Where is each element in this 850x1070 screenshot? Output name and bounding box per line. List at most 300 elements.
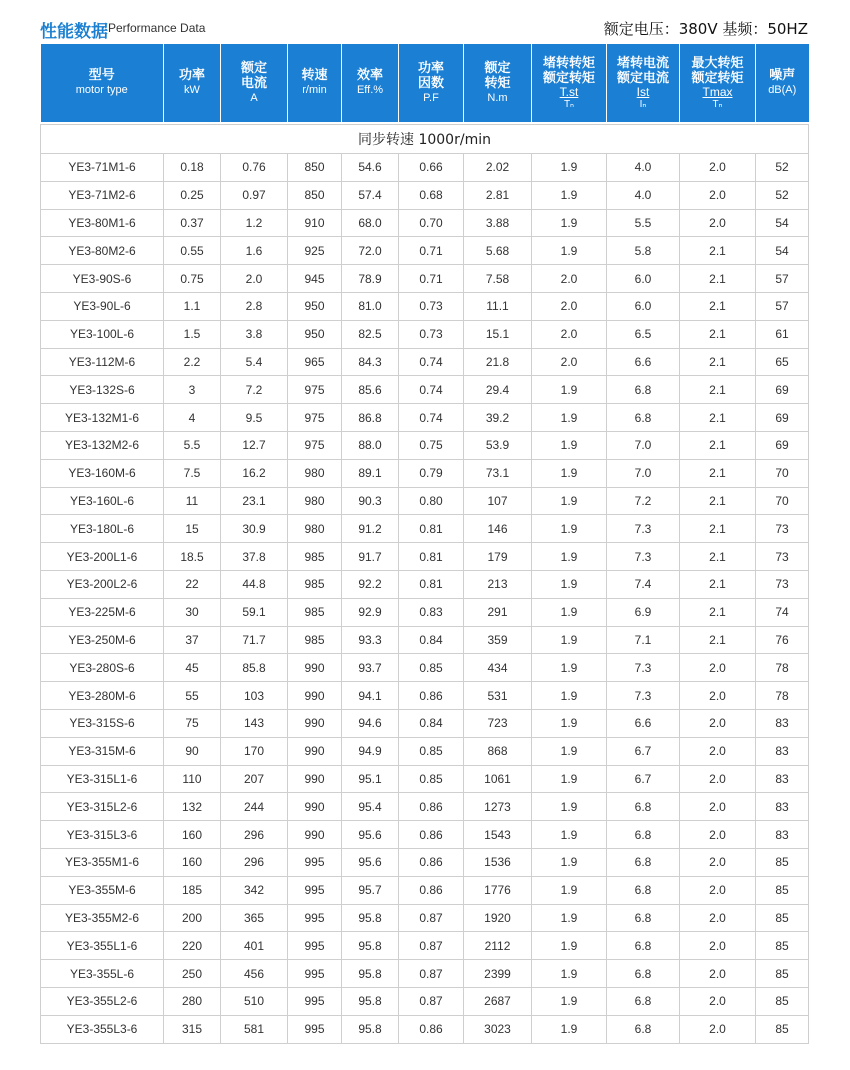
cell-power: 22 <box>164 570 221 598</box>
cell-max-torque-ratio: 2.0 <box>680 876 756 904</box>
cell-current: 365 <box>221 904 288 932</box>
table-row <box>41 932 809 960</box>
cell-current: 71.7 <box>221 626 288 654</box>
cell-locked-torque-ratio: 1.9 <box>532 876 607 904</box>
cell-torque: 5.68 <box>464 237 532 265</box>
header-locked-current-ratio <box>607 44 680 122</box>
cell-model: YE3-315M-6 <box>41 737 164 765</box>
cell-noise: 74 <box>756 598 809 626</box>
cell-speed: 975 <box>288 404 342 432</box>
cell-torque: 7.58 <box>464 265 532 293</box>
table-row <box>41 404 809 432</box>
cell-efficiency: 84.3 <box>342 348 399 376</box>
section-title-en: Performance Data <box>108 21 206 35</box>
cell-locked-current-ratio: 6.7 <box>607 765 680 793</box>
table-row <box>41 709 809 737</box>
cell-locked-current-ratio: 6.8 <box>607 793 680 821</box>
cell-locked-torque-ratio: 1.9 <box>532 209 607 237</box>
cell-power: 160 <box>164 848 221 876</box>
cell-current: 1.2 <box>221 209 288 237</box>
cell-current: 143 <box>221 709 288 737</box>
cell-locked-current-ratio: 6.6 <box>607 348 680 376</box>
cell-current: 9.5 <box>221 404 288 432</box>
table-row <box>41 793 809 821</box>
cell-efficiency: 94.9 <box>342 737 399 765</box>
table-row <box>41 848 809 876</box>
cell-locked-torque-ratio: 2.0 <box>532 292 607 320</box>
cell-noise: 85 <box>756 987 809 1015</box>
cell-model: YE3-71M2-6 <box>41 181 164 209</box>
cell-locked-current-ratio: 6.0 <box>607 292 680 320</box>
table-row <box>41 682 809 710</box>
header-efficiency <box>342 44 399 122</box>
header-sub: P.F <box>423 91 439 104</box>
cell-power-factor: 0.70 <box>399 209 464 237</box>
cell-locked-current-ratio: 5.8 <box>607 237 680 265</box>
cell-power-factor: 0.86 <box>399 682 464 710</box>
cell-current: 207 <box>221 765 288 793</box>
header-zh: 型号 <box>88 68 115 83</box>
cell-model: YE3-355L2-6 <box>41 987 164 1015</box>
cell-current: 44.8 <box>221 570 288 598</box>
cell-current: 12.7 <box>221 431 288 459</box>
cell-noise: 85 <box>756 932 809 960</box>
cell-power-factor: 0.81 <box>399 543 464 571</box>
cell-noise: 57 <box>756 292 809 320</box>
table-header-row <box>41 44 809 122</box>
header-zh: 额定转矩 <box>691 70 744 86</box>
cell-locked-current-ratio: 6.8 <box>607 1015 680 1043</box>
cell-current: 2.0 <box>221 265 288 293</box>
cell-efficiency: 95.4 <box>342 793 399 821</box>
cell-locked-torque-ratio: 1.9 <box>532 626 607 654</box>
cell-current: 342 <box>221 876 288 904</box>
header-zh: 堵转电流 <box>616 55 669 71</box>
cell-torque: 531 <box>464 682 532 710</box>
cell-torque: 3.88 <box>464 209 532 237</box>
cell-model: YE3-90L-6 <box>41 292 164 320</box>
cell-locked-current-ratio: 6.8 <box>607 848 680 876</box>
cell-locked-current-ratio: 7.3 <box>607 515 680 543</box>
cell-torque: 2.81 <box>464 181 532 209</box>
cell-locked-torque-ratio: 1.9 <box>532 932 607 960</box>
cell-current: 401 <box>221 932 288 960</box>
cell-efficiency: 95.7 <box>342 876 399 904</box>
cell-locked-current-ratio: 6.8 <box>607 821 680 849</box>
header-frac-bottom: Tₙ <box>712 98 723 110</box>
cell-noise: 69 <box>756 404 809 432</box>
cell-locked-torque-ratio: 1.9 <box>532 904 607 932</box>
cell-locked-torque-ratio: 1.9 <box>532 570 607 598</box>
cell-speed: 985 <box>288 598 342 626</box>
rated-voltage-frequency: 额定电压：380V 基频：50HZ <box>603 20 808 38</box>
cell-power: 110 <box>164 765 221 793</box>
cell-torque: 15.1 <box>464 320 532 348</box>
cell-efficiency: 94.6 <box>342 709 399 737</box>
cell-model: YE3-160L-6 <box>41 487 164 515</box>
cell-speed: 995 <box>288 932 342 960</box>
header-zh: 噪声 <box>769 68 796 83</box>
cell-locked-current-ratio: 6.5 <box>607 320 680 348</box>
cell-model: YE3-80M1-6 <box>41 209 164 237</box>
cell-torque: 53.9 <box>464 431 532 459</box>
cell-model: YE3-200L2-6 <box>41 570 164 598</box>
cell-torque: 2399 <box>464 960 532 988</box>
header-sub: N.m <box>487 91 508 104</box>
cell-speed: 975 <box>288 431 342 459</box>
cell-torque: 1776 <box>464 876 532 904</box>
table-row <box>41 821 809 849</box>
cell-max-torque-ratio: 2.0 <box>680 154 756 182</box>
cell-model: YE3-132M2-6 <box>41 431 164 459</box>
section-title: 性能数据 <box>40 22 108 42</box>
cell-current: 5.4 <box>221 348 288 376</box>
cell-power-factor: 0.87 <box>399 932 464 960</box>
cell-power-factor: 0.85 <box>399 654 464 682</box>
table-row <box>41 154 809 182</box>
cell-locked-torque-ratio: 1.9 <box>532 793 607 821</box>
cell-current: 3.8 <box>221 320 288 348</box>
performance-table <box>40 44 809 1044</box>
cell-current: 37.8 <box>221 543 288 571</box>
cell-current: 296 <box>221 821 288 849</box>
cell-locked-torque-ratio: 1.9 <box>532 459 607 487</box>
table-row <box>41 654 809 682</box>
cell-efficiency: 91.2 <box>342 515 399 543</box>
cell-speed: 995 <box>288 848 342 876</box>
cell-model: YE3-132S-6 <box>41 376 164 404</box>
header-power-factor <box>399 44 464 122</box>
cell-torque: 2.02 <box>464 154 532 182</box>
cell-locked-current-ratio: 7.3 <box>607 543 680 571</box>
cell-noise: 61 <box>756 320 809 348</box>
cell-power: 250 <box>164 960 221 988</box>
cell-locked-torque-ratio: 1.9 <box>532 765 607 793</box>
cell-efficiency: 54.6 <box>342 154 399 182</box>
cell-model: YE3-132M1-6 <box>41 404 164 432</box>
cell-power: 55 <box>164 682 221 710</box>
header-power <box>164 44 221 122</box>
header-locked-torque-ratio <box>532 44 607 122</box>
cell-speed: 980 <box>288 515 342 543</box>
cell-noise: 54 <box>756 209 809 237</box>
cell-power-factor: 0.74 <box>399 404 464 432</box>
cell-torque: 434 <box>464 654 532 682</box>
header-max-torque-ratio <box>680 44 756 122</box>
cell-current: 103 <box>221 682 288 710</box>
cell-noise: 73 <box>756 570 809 598</box>
cell-power: 7.5 <box>164 459 221 487</box>
cell-speed: 990 <box>288 682 342 710</box>
cell-max-torque-ratio: 2.0 <box>680 1015 756 1043</box>
cell-torque: 3023 <box>464 1015 532 1043</box>
cell-max-torque-ratio: 2.0 <box>680 904 756 932</box>
cell-current: 59.1 <box>221 598 288 626</box>
cell-locked-current-ratio: 6.6 <box>607 709 680 737</box>
cell-speed: 990 <box>288 765 342 793</box>
cell-current: 2.8 <box>221 292 288 320</box>
cell-current: 170 <box>221 737 288 765</box>
cell-locked-torque-ratio: 1.9 <box>532 543 607 571</box>
cell-torque: 359 <box>464 626 532 654</box>
cell-noise: 85 <box>756 848 809 876</box>
cell-torque: 11.1 <box>464 292 532 320</box>
cell-power-factor: 0.87 <box>399 960 464 988</box>
cell-efficiency: 93.7 <box>342 654 399 682</box>
cell-model: YE3-90S-6 <box>41 265 164 293</box>
cell-model: YE3-80M2-6 <box>41 237 164 265</box>
cell-max-torque-ratio: 2.0 <box>680 709 756 737</box>
cell-torque: 1920 <box>464 904 532 932</box>
cell-speed: 975 <box>288 376 342 404</box>
cell-model: YE3-355M2-6 <box>41 904 164 932</box>
cell-max-torque-ratio: 2.1 <box>680 237 756 265</box>
cell-efficiency: 94.1 <box>342 682 399 710</box>
cell-speed: 910 <box>288 209 342 237</box>
cell-noise: 69 <box>756 431 809 459</box>
cell-locked-current-ratio: 6.0 <box>607 265 680 293</box>
cell-locked-torque-ratio: 1.9 <box>532 654 607 682</box>
cell-model: YE3-71M1-6 <box>41 154 164 182</box>
cell-power-factor: 0.71 <box>399 237 464 265</box>
cell-power-factor: 0.84 <box>399 626 464 654</box>
cell-speed: 925 <box>288 237 342 265</box>
cell-max-torque-ratio: 2.1 <box>680 404 756 432</box>
cell-power: 280 <box>164 987 221 1015</box>
cell-noise: 85 <box>756 876 809 904</box>
cell-model: YE3-200L1-6 <box>41 543 164 571</box>
cell-torque: 146 <box>464 515 532 543</box>
cell-power: 4 <box>164 404 221 432</box>
cell-locked-torque-ratio: 1.9 <box>532 848 607 876</box>
cell-locked-torque-ratio: 1.9 <box>532 1015 607 1043</box>
cell-power: 0.25 <box>164 181 221 209</box>
cell-power: 11 <box>164 487 221 515</box>
cell-model: YE3-355L3-6 <box>41 1015 164 1043</box>
cell-model: YE3-315S-6 <box>41 709 164 737</box>
cell-speed: 950 <box>288 292 342 320</box>
cell-max-torque-ratio: 2.0 <box>680 181 756 209</box>
cell-power: 30 <box>164 598 221 626</box>
header-frac-top: Tmax <box>702 84 733 99</box>
cell-max-torque-ratio: 2.1 <box>680 459 756 487</box>
cell-max-torque-ratio: 2.1 <box>680 598 756 626</box>
cell-power-factor: 0.86 <box>399 848 464 876</box>
header-frac-bottom: Iₙ <box>639 98 647 110</box>
cell-speed: 990 <box>288 793 342 821</box>
cell-power-factor: 0.66 <box>399 154 464 182</box>
header-zh: 额定电流 <box>616 70 669 86</box>
cell-power: 160 <box>164 821 221 849</box>
cell-noise: 85 <box>756 904 809 932</box>
cell-locked-torque-ratio: 1.9 <box>532 682 607 710</box>
cell-noise: 65 <box>756 348 809 376</box>
cell-model: YE3-355L1-6 <box>41 932 164 960</box>
cell-noise: 57 <box>756 265 809 293</box>
cell-power: 45 <box>164 654 221 682</box>
header-frac-bottom: Tₙ <box>563 98 575 110</box>
cell-power-factor: 0.86 <box>399 876 464 904</box>
cell-current: 510 <box>221 987 288 1015</box>
table-row <box>41 1015 809 1043</box>
cell-max-torque-ratio: 2.0 <box>680 765 756 793</box>
cell-model: YE3-180L-6 <box>41 515 164 543</box>
cell-max-torque-ratio: 2.0 <box>680 932 756 960</box>
table-row <box>41 598 809 626</box>
cell-power-factor: 0.73 <box>399 320 464 348</box>
cell-efficiency: 95.8 <box>342 960 399 988</box>
cell-current: 30.9 <box>221 515 288 543</box>
header-rated-torque <box>464 44 532 122</box>
cell-locked-current-ratio: 4.0 <box>607 181 680 209</box>
cell-power-factor: 0.81 <box>399 570 464 598</box>
cell-speed: 995 <box>288 1015 342 1043</box>
cell-locked-torque-ratio: 1.9 <box>532 515 607 543</box>
cell-power: 15 <box>164 515 221 543</box>
cell-efficiency: 91.7 <box>342 543 399 571</box>
cell-max-torque-ratio: 2.1 <box>680 292 756 320</box>
cell-max-torque-ratio: 2.0 <box>680 682 756 710</box>
header-frac-top: Ist <box>636 84 650 99</box>
cell-speed: 980 <box>288 459 342 487</box>
cell-power: 0.55 <box>164 237 221 265</box>
cell-noise: 52 <box>756 181 809 209</box>
cell-speed: 945 <box>288 265 342 293</box>
cell-noise: 83 <box>756 709 809 737</box>
table-row <box>41 626 809 654</box>
cell-locked-current-ratio: 6.9 <box>607 598 680 626</box>
cell-locked-torque-ratio: 1.9 <box>532 376 607 404</box>
cell-torque: 291 <box>464 598 532 626</box>
cell-efficiency: 89.1 <box>342 459 399 487</box>
cell-max-torque-ratio: 2.1 <box>680 543 756 571</box>
cell-locked-torque-ratio: 2.0 <box>532 348 607 376</box>
cell-power: 5.5 <box>164 431 221 459</box>
cell-noise: 83 <box>756 765 809 793</box>
table-row <box>41 904 809 932</box>
cell-power-factor: 0.87 <box>399 987 464 1015</box>
cell-power: 0.75 <box>164 265 221 293</box>
cell-efficiency: 88.0 <box>342 431 399 459</box>
table-row <box>41 320 809 348</box>
cell-noise: 70 <box>756 459 809 487</box>
cell-power: 75 <box>164 709 221 737</box>
cell-current: 244 <box>221 793 288 821</box>
table-row <box>41 987 809 1015</box>
cell-max-torque-ratio: 2.0 <box>680 960 756 988</box>
cell-power-factor: 0.81 <box>399 515 464 543</box>
cell-speed: 985 <box>288 626 342 654</box>
cell-torque: 21.8 <box>464 348 532 376</box>
table-row <box>41 376 809 404</box>
cell-locked-torque-ratio: 1.9 <box>532 960 607 988</box>
cell-noise: 83 <box>756 737 809 765</box>
cell-power-factor: 0.75 <box>399 431 464 459</box>
cell-power: 3 <box>164 376 221 404</box>
cell-locked-current-ratio: 7.1 <box>607 626 680 654</box>
cell-efficiency: 78.9 <box>342 265 399 293</box>
cell-torque: 2687 <box>464 987 532 1015</box>
cell-noise: 85 <box>756 1015 809 1043</box>
cell-model: YE3-225M-6 <box>41 598 164 626</box>
cell-power: 18.5 <box>164 543 221 571</box>
cell-noise: 85 <box>756 960 809 988</box>
table-row <box>41 292 809 320</box>
header-zh: 堵转转矩 <box>542 55 595 71</box>
header-sub: dB(A) <box>768 84 797 96</box>
table-row <box>41 487 809 515</box>
cell-locked-torque-ratio: 1.9 <box>532 598 607 626</box>
cell-noise: 83 <box>756 821 809 849</box>
cell-power-factor: 0.86 <box>399 793 464 821</box>
cell-locked-torque-ratio: 1.9 <box>532 154 607 182</box>
cell-locked-current-ratio: 6.8 <box>607 932 680 960</box>
cell-locked-torque-ratio: 1.9 <box>532 237 607 265</box>
cell-current: 7.2 <box>221 376 288 404</box>
header-rated-current <box>221 44 288 122</box>
cell-power-factor: 0.73 <box>399 292 464 320</box>
cell-power-factor: 0.71 <box>399 265 464 293</box>
page-header <box>40 14 808 40</box>
cell-speed: 985 <box>288 570 342 598</box>
cell-noise: 78 <box>756 682 809 710</box>
cell-efficiency: 92.9 <box>342 598 399 626</box>
header-zh: 额定转矩 <box>542 70 595 86</box>
cell-current: 0.76 <box>221 154 288 182</box>
cell-torque: 868 <box>464 737 532 765</box>
cell-power-factor: 0.83 <box>399 598 464 626</box>
table-row <box>41 209 809 237</box>
cell-max-torque-ratio: 2.1 <box>680 348 756 376</box>
header-zh: 转速 <box>301 68 328 83</box>
cell-locked-current-ratio: 6.8 <box>607 987 680 1015</box>
cell-locked-current-ratio: 7.3 <box>607 682 680 710</box>
table-row <box>41 237 809 265</box>
cell-max-torque-ratio: 2.1 <box>680 265 756 293</box>
cell-efficiency: 95.8 <box>342 904 399 932</box>
cell-power-factor: 0.85 <box>399 765 464 793</box>
header-frac-top: T.st <box>559 84 579 99</box>
table-row <box>41 459 809 487</box>
cell-locked-torque-ratio: 1.9 <box>532 709 607 737</box>
cell-power: 185 <box>164 876 221 904</box>
cell-torque: 1536 <box>464 848 532 876</box>
header-sub: r/min <box>302 84 327 96</box>
header-zh: 最大转矩 <box>691 55 744 71</box>
cell-speed: 995 <box>288 876 342 904</box>
cell-current: 16.2 <box>221 459 288 487</box>
cell-efficiency: 57.4 <box>342 181 399 209</box>
cell-max-torque-ratio: 2.0 <box>680 821 756 849</box>
cell-locked-torque-ratio: 1.9 <box>532 404 607 432</box>
cell-current: 0.97 <box>221 181 288 209</box>
cell-power: 200 <box>164 904 221 932</box>
cell-model: YE3-315L1-6 <box>41 765 164 793</box>
cell-model: YE3-112M-6 <box>41 348 164 376</box>
table-row <box>41 431 809 459</box>
cell-efficiency: 95.1 <box>342 765 399 793</box>
cell-noise: 69 <box>756 376 809 404</box>
cell-locked-torque-ratio: 1.9 <box>532 737 607 765</box>
cell-noise: 73 <box>756 515 809 543</box>
header-sub: motor type <box>75 84 128 96</box>
cell-locked-current-ratio: 6.8 <box>607 960 680 988</box>
cell-power-factor: 0.84 <box>399 709 464 737</box>
cell-current: 581 <box>221 1015 288 1043</box>
cell-locked-current-ratio: 7.4 <box>607 570 680 598</box>
table-row <box>41 543 809 571</box>
cell-speed: 950 <box>288 320 342 348</box>
